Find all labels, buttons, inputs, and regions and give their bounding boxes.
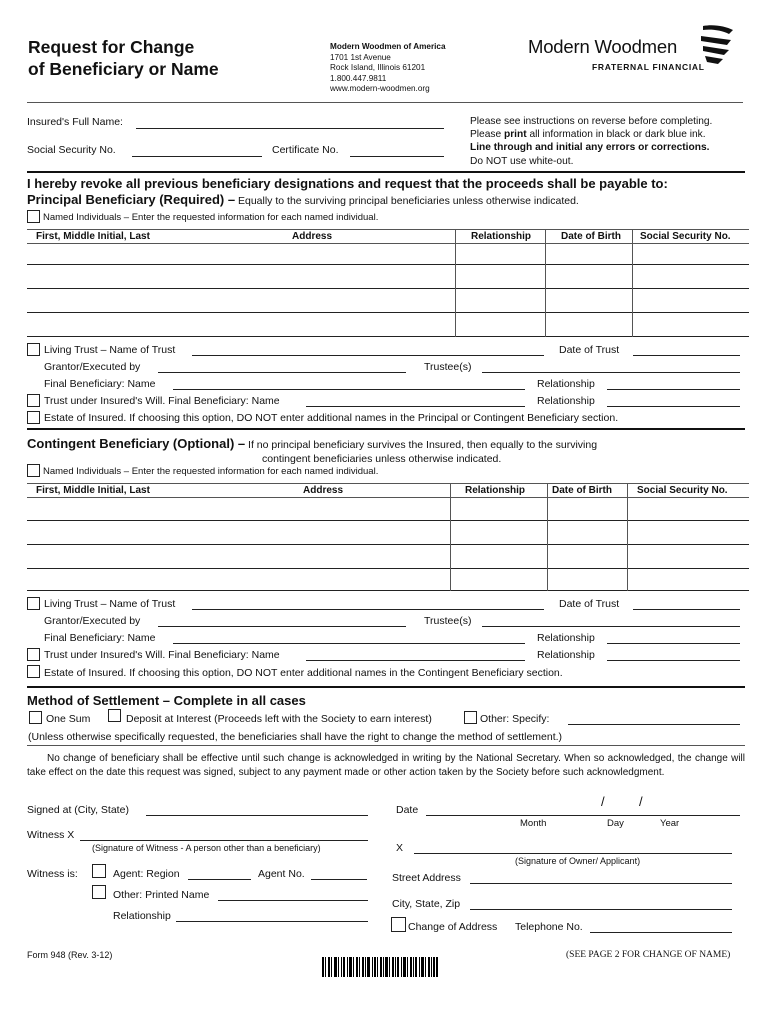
contingent-table-header-rule — [27, 497, 749, 498]
principal-row-1[interactable] — [27, 264, 749, 265]
principal-col-name: First, Middle Initial, Last — [36, 231, 150, 242]
agent-region-label: Agent: Region — [113, 868, 180, 880]
principal-final-ben-label: Final Beneficiary: Name — [44, 378, 156, 390]
principal-trust-will-checkbox[interactable] — [27, 394, 40, 407]
header-divider — [27, 102, 743, 103]
principal-heading — [27, 192, 579, 207]
owner-signature-caption: (Signature of Owner/ Applicant) — [515, 856, 641, 866]
certificate-field[interactable] — [350, 156, 444, 157]
instruction-2 — [470, 128, 712, 141]
principal-heading-text: Principal Beneficiary (Required) – — [27, 192, 236, 207]
principal-grantor-label: Grantor/Executed by — [44, 361, 141, 373]
agent-no-label: Agent No. — [258, 868, 305, 880]
principal-grantor-field[interactable] — [158, 372, 406, 373]
contingent-heading — [27, 436, 597, 451]
signed-at-field[interactable] — [146, 815, 368, 816]
date-slash-1: / — [601, 794, 605, 809]
acknowledgment-paragraph: No change of beneficiary shall be effective until such change is acknowledged in writing by the National Secretary. When so acknowledged, the change will take effect on the date this request was signed, subject to any payment made or other action taken by the Society before such acknowledgment. — [27, 753, 745, 778]
principal-table-header-rule — [27, 243, 749, 244]
contingent-table-top — [27, 483, 749, 484]
owner-signature-field[interactable] — [414, 853, 732, 854]
principal-trust-will-label: Trust under Insured's Will. Final Beneficiary: Name — [44, 395, 280, 407]
contingent-row-1[interactable] — [27, 520, 749, 521]
org-address — [330, 42, 446, 95]
principal-row-2[interactable] — [27, 288, 749, 289]
settlement-note: (Unless otherwise specifically requested, the beneficiaries shall have the right to change the method of settlement.) — [28, 731, 563, 743]
contingent-col-dob: Date of Birth — [552, 485, 612, 496]
other-printed-name-field[interactable] — [218, 900, 368, 901]
instruction-2b: print — [503, 129, 527, 141]
contingent-living-trust-checkbox[interactable] — [27, 597, 40, 610]
ssn-field[interactable] — [132, 156, 262, 157]
instruction-2a: Please — [470, 129, 504, 141]
principal-col-sep-2 — [545, 229, 546, 337]
city-state-zip-label: City, State, Zip — [392, 898, 461, 910]
instruction-4: Do NOT use white-out. — [470, 155, 574, 167]
one-sum-checkbox[interactable] — [29, 711, 42, 724]
telephone-label: Telephone No. — [515, 921, 583, 933]
contingent-relationship2-field[interactable] — [607, 660, 740, 661]
contingent-trust-name-field[interactable] — [192, 609, 544, 610]
contingent-relationship-field[interactable] — [607, 643, 740, 644]
contingent-col-sep-2 — [547, 483, 548, 591]
other-settlement-label: Other: Specify: — [480, 713, 550, 725]
contingent-estate-checkbox[interactable] — [27, 665, 40, 678]
contingent-col-sep-3 — [627, 483, 628, 591]
settlement-divider — [27, 686, 745, 688]
contingent-col-name: First, Middle Initial, Last — [36, 485, 150, 496]
revoke-divider — [27, 171, 745, 173]
principal-estate-checkbox[interactable] — [27, 411, 40, 424]
contingent-row-3[interactable] — [27, 568, 749, 569]
other-settlement-checkbox[interactable] — [464, 711, 477, 724]
certificate-label: Certificate No. — [272, 144, 339, 156]
contingent-relationship-label: Relationship — [537, 632, 595, 644]
year-label: Year — [660, 818, 680, 829]
contingent-estate-label: Estate of Insured. If choosing this option, DO NOT enter additional names in the Contingent Beneficiary section. — [44, 667, 563, 679]
org-web: www.modern-woodmen.org — [330, 84, 430, 94]
principal-trust-name-field[interactable] — [192, 355, 544, 356]
contingent-col-address: Address — [303, 485, 344, 496]
principal-estate-label: Estate of Insured. If choosing this option, DO NOT enter additional names in the Principal or Contingent Beneficiary section. — [44, 412, 619, 424]
ack-divider — [27, 745, 745, 746]
contingent-col-sep-1 — [450, 483, 451, 591]
street-address-field[interactable] — [470, 883, 732, 884]
org-phone: 1.800.447.9811 — [330, 73, 387, 83]
deposit-label: Deposit at Interest (Proceeds left with the Society to earn interest) — [126, 713, 432, 725]
principal-date-of-trust-field[interactable] — [633, 355, 740, 356]
logo-sub: FRATERNAL FINANCIAL — [592, 62, 705, 72]
title-line-2: of Beneficiary or Name — [28, 59, 219, 79]
agent-region-field[interactable] — [188, 879, 251, 880]
contingent-final-ben-label: Final Beneficiary: Name — [44, 632, 156, 644]
principal-living-trust-label: Living Trust – Name of Trust — [44, 344, 176, 356]
principal-row-3[interactable] — [27, 312, 749, 313]
barcode-icon — [322, 957, 438, 977]
agent-no-field[interactable] — [311, 879, 367, 880]
principal-col-address: Address — [292, 231, 333, 242]
signed-at-label: Signed at (City, State) — [27, 804, 129, 816]
witness-relationship-field[interactable] — [176, 921, 368, 922]
city-state-zip-field[interactable] — [470, 909, 732, 910]
principal-trustees-field[interactable] — [482, 372, 740, 373]
instruction-2c: all information in black or dark blue ink. — [526, 129, 706, 141]
org-street: 1701 1st Avenue — [330, 52, 391, 62]
contingent-named-checkbox[interactable] — [27, 464, 40, 477]
change-of-address-label: Change of Address — [408, 921, 498, 933]
contingent-grantor-field[interactable] — [158, 626, 406, 627]
contingent-col-relationship: Relationship — [465, 485, 526, 496]
logo-mark-icon — [699, 24, 735, 68]
contingent-named-label: Named Individuals – Enter the requested information for each named individual. — [43, 466, 379, 477]
contingent-relationship2-label: Relationship — [537, 649, 595, 661]
principal-living-trust-checkbox[interactable] — [27, 343, 40, 356]
date-field[interactable] — [426, 815, 740, 816]
org-city: Rock Island, Illinois 61201 — [330, 63, 426, 73]
principal-relationship-label: Relationship — [537, 378, 595, 390]
contingent-heading-note-2: contingent beneficiaries unless otherwise indicated. — [262, 453, 502, 465]
principal-row-4[interactable] — [27, 336, 749, 337]
form-title — [28, 36, 219, 80]
principal-date-of-trust-label: Date of Trust — [559, 344, 620, 356]
contingent-heading-note: If no principal beneficiary survives the Insured, then equally to the surviving — [245, 439, 598, 451]
witness-x-label: Witness X — [27, 829, 75, 841]
contingent-trust-will-label: Trust under Insured's Will. Final Beneficiary: Name — [44, 649, 280, 661]
settlement-heading: Method of Settlement – Complete in all cases — [27, 693, 306, 708]
date-label: Date — [396, 804, 419, 816]
contingent-trustees-label: Trustee(s) — [424, 615, 472, 627]
deposit-checkbox[interactable] — [108, 709, 121, 722]
principal-col-ssn: Social Security No. — [640, 231, 731, 242]
principal-table-top — [27, 229, 749, 230]
witness-relationship-label: Relationship — [113, 910, 171, 922]
contingent-date-of-trust-field[interactable] — [633, 609, 740, 610]
principal-col-dob: Date of Birth — [561, 231, 621, 242]
telephone-field[interactable] — [590, 932, 732, 933]
contingent-divider — [27, 428, 745, 430]
form-number: Form 948 (Rev. 3-12) — [27, 950, 113, 960]
principal-relationship-field[interactable] — [607, 389, 740, 390]
principal-trust-will-field[interactable] — [306, 406, 525, 407]
contingent-trust-will-checkbox[interactable] — [27, 648, 40, 661]
principal-named-checkbox[interactable] — [27, 210, 40, 223]
contingent-living-trust-label: Living Trust – Name of Trust — [44, 598, 176, 610]
change-of-address-checkbox[interactable] — [391, 917, 406, 932]
see-page-2-note: (SEE PAGE 2 FOR CHANGE OF NAME) — [566, 950, 731, 960]
instruction-1: Please see instructions on reverse before completing. — [470, 116, 713, 127]
witness-signature-caption: (Signature of Witness - A person other than a beneficiary) — [92, 843, 321, 853]
other-settlement-field[interactable] — [568, 724, 740, 725]
witness-signature-field[interactable] — [80, 840, 368, 841]
street-address-label: Street Address — [392, 872, 461, 884]
contingent-trust-will-field[interactable] — [306, 660, 525, 661]
month-label: Month — [520, 818, 547, 829]
revoke-statement: I hereby revoke all previous beneficiary designations and request that the proceeds shall be payable to: — [27, 176, 668, 191]
principal-heading-note: Equally to the surviving principal beneficiaries unless otherwise indicated. — [235, 195, 579, 207]
ssn-label: Social Security No. — [27, 144, 116, 156]
principal-col-relationship: Relationship — [471, 231, 532, 242]
agent-checkbox[interactable] — [92, 864, 106, 878]
other-witness-checkbox[interactable] — [92, 885, 106, 899]
contingent-heading-text: Contingent Beneficiary (Optional) – — [27, 436, 246, 451]
contingent-grantor-label: Grantor/Executed by — [44, 615, 141, 627]
principal-relationship2-field[interactable] — [607, 406, 740, 407]
instruction-3: Line through and initial any errors or corrections. — [470, 142, 710, 154]
contingent-final-ben-field[interactable] — [173, 643, 525, 644]
date-slash-2: / — [639, 794, 643, 809]
principal-relationship2-label: Relationship — [537, 395, 595, 407]
contingent-row-2[interactable] — [27, 544, 749, 545]
principal-final-ben-field[interactable] — [173, 389, 525, 390]
org-name: Modern Woodmen of America — [330, 42, 446, 51]
company-logo — [528, 24, 743, 76]
principal-col-sep-1 — [455, 229, 456, 337]
instructions — [470, 115, 712, 168]
witness-is-label: Witness is: — [27, 868, 78, 880]
principal-named-label: Named Individuals – Enter the requested information for each named individual. — [43, 212, 379, 223]
title-line-1: Request for Change — [28, 37, 195, 57]
contingent-row-4[interactable] — [27, 590, 749, 591]
other-printed-name-label: Other: Printed Name — [113, 889, 210, 901]
contingent-trustees-field[interactable] — [482, 626, 740, 627]
principal-trustees-label: Trustee(s) — [424, 361, 472, 373]
insured-name-label: Insured's Full Name: — [27, 116, 123, 128]
insured-name-field[interactable] — [136, 128, 444, 129]
day-label: Day — [607, 818, 624, 829]
principal-col-sep-3 — [632, 229, 633, 337]
logo-name: Modern Woodmen — [528, 36, 678, 57]
one-sum-label: One Sum — [46, 713, 91, 725]
contingent-col-ssn: Social Security No. — [637, 485, 728, 496]
contingent-date-of-trust-label: Date of Trust — [559, 598, 620, 610]
owner-x-label: X — [396, 842, 404, 854]
